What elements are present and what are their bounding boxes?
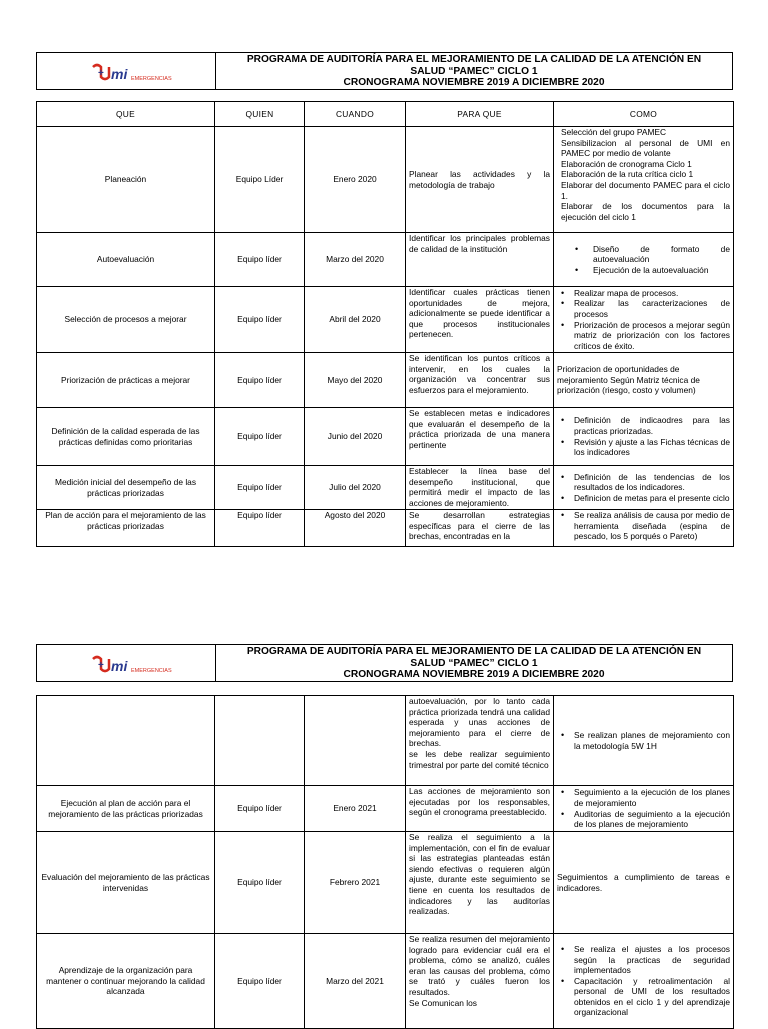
cell-como (554, 466, 734, 510)
title-line-1: PROGRAMA DE AUDITORÍA PARA EL MEJORAMIENTO DE LA CALIDAD DE LA ATENCIÓN EN (246, 54, 702, 65)
list-item: • Realizar mapa de procesos. (574, 288, 730, 299)
cell-que: Definición de la calidad esperada de las prácticas definidas como prioritarias (37, 408, 215, 466)
company-logo (37, 645, 216, 681)
cell-cuando: Marzo del 2020 (305, 233, 406, 287)
cell-para-que: Se realiza el seguimiento a la implementación, con el fin de evaluar si las estrategias planteadas están siendo efectivas o requieren algún ajuste, durante este seguimiento se tiene en cuenta los resultados de indicadores y las auditorías realizadas. (406, 832, 554, 934)
cell-para-que: Identificar los principales problemas de calidad de la institución (406, 233, 554, 287)
table-row (37, 466, 734, 510)
table-row (37, 353, 734, 408)
cell-como: Seguimientos a cumplimiento de tareas e indicadores. (554, 832, 734, 934)
cell-como (554, 127, 734, 233)
document-header (36, 52, 733, 90)
table-row (37, 786, 734, 832)
list-item: • Elaboración de cronograma Ciclo 1 (561, 159, 730, 170)
list-item: • Seguimiento a la ejecución de los planes de mejoramiento (574, 787, 730, 808)
column-header-como: COMO (554, 102, 734, 127)
table-row (37, 832, 734, 934)
title-line-1: PROGRAMA DE AUDITORÍA PARA EL MEJORAMIENTO DE LA CALIDAD DE LA ATENCIÓN EN (246, 646, 702, 657)
list-item: • Ejecución de la autoevaluación (593, 265, 730, 276)
cell-que: Plan de acción para el mejoramiento de las prácticas priorizadas (37, 510, 215, 547)
cell-para-que: Planear las actividades y la metodología de trabajo (406, 127, 554, 233)
cell-que: Medición inicial del desempeño de las prácticas priorizadas (37, 466, 215, 510)
cell-quien: Equipo líder (215, 408, 305, 466)
company-logo (37, 53, 216, 89)
cell-que (37, 696, 215, 786)
list-item: • Definición de las tendencias de los resultados de los indicadores. (574, 472, 730, 493)
cell-quien: Equipo líder (215, 233, 305, 287)
cell-como (554, 786, 734, 832)
umi-logo-icon (91, 63, 201, 83)
cell-que: Ejecución al plan de acción para el mejoramiento de las prácticas priorizadas (37, 786, 215, 832)
svg-text:+: + (98, 68, 104, 79)
schedule-table-1 (36, 101, 734, 547)
cell-cuando: Abril del 2020 (305, 287, 406, 353)
title-line-3: CRONOGRAMA NOVIEMBRE 2019 A DICIEMBRE 2020 (343, 669, 605, 681)
cell-cuando: Marzo del 2021 (305, 934, 406, 1029)
cell-como: Priorizacion de oportunidades de mejoramiento Según Matriz técnica de priorización (riesgo, costo y volumen) (554, 353, 734, 408)
cell-cuando: Junio del 2020 (305, 408, 406, 466)
cell-quien: Equipo líder (215, 466, 305, 510)
list-item: • Priorización de procesos a mejorar según matriz de priorización con los factores críticos de éxito. (574, 320, 730, 352)
schedule-table-2 (36, 695, 734, 1029)
umi-logo-icon (91, 655, 201, 675)
cell-como (554, 233, 734, 287)
cell-cuando: Febrero 2021 (305, 832, 406, 934)
list-item: • Se realizan planes de mejoramiento con la metodología 5W 1H (574, 730, 730, 751)
cell-que: Aprendizaje de la organización para mantener o continuar mejorando la calidad alcanzada (37, 934, 215, 1029)
cell-cuando: Enero 2020 (305, 127, 406, 233)
cell-cuando (305, 696, 406, 786)
cell-para-que: Establecer la línea base del desempeño institucional, que permitirá medir el impacto de las acciones de mejoramiento. (406, 466, 554, 510)
svg-text:+: + (98, 660, 104, 671)
title-line-2: SALUD “PAMEC” CICLO 1 (410, 65, 538, 77)
list-item: • Auditorias de seguimiento a la ejecución de los planes de mejoramiento (574, 809, 730, 830)
list-item: • Elaborar de los documentos para la ejecución del ciclo 1 (561, 201, 730, 222)
cell-quien: Equipo líder (215, 786, 305, 832)
list-item: • Se realiza el ajustes a los procesos según la practicas de seguridad implementados (574, 944, 730, 976)
table-row (37, 233, 734, 287)
list-item: • Revisión y ajuste a las Fichas técnicas de los indicadores (574, 437, 730, 458)
cell-para-que: Se desarrollan estrategias específicas para el cierre de las brechas, encontradas en la (406, 510, 554, 547)
table-header-row (37, 102, 734, 127)
cell-para-que: autoevaluación, por lo tanto cada práctica priorizada tendrá una calidad esperada y unas acciones de mejoramiento para el cierre de brechas. se les debe realizar seguimiento trimestral por parte del comité técnico (406, 696, 554, 786)
list-item: • Realizar las caracterizaciones de procesos (574, 298, 730, 319)
cell-para-que: Se identifican los puntos críticos a intervenir, en los cuales la organización va concentrar sus esfuerzos para el mejoramiento. (406, 353, 554, 408)
cell-quien: Equipo líder (215, 934, 305, 1029)
cell-para-que: Se establecen metas e indicadores que evaluarán el desempeño de la práctica priorizada de una manera pertinente (406, 408, 554, 466)
table-row (37, 287, 734, 353)
svg-text:mi: mi (111, 66, 128, 82)
list-item: • Capacitación y retroalimentación al personal de UMI de los resultados obtenidos en el ciclo 1 y del aprendizaje organizacional (574, 976, 730, 1018)
cell-quien: Equipo líder (215, 510, 305, 547)
table-row (37, 408, 734, 466)
cell-quien: Equipo líder (215, 353, 305, 408)
cell-quien (215, 696, 305, 786)
column-header-cuando: CUANDO (305, 102, 406, 127)
list-item: • Elaboración de la ruta crítica ciclo 1 (561, 169, 730, 180)
cell-como (554, 408, 734, 466)
column-header-que: QUE (37, 102, 215, 127)
cell-como (554, 510, 734, 547)
list-item: • Definición de indicaodres para las practicas priorizadas. (574, 415, 730, 436)
title-line-2: SALUD “PAMEC” CICLO 1 (410, 657, 538, 669)
cell-cuando: Enero 2021 (305, 786, 406, 832)
cell-quien: Equipo Líder (215, 127, 305, 233)
title-line-3: CRONOGRAMA NOVIEMBRE 2019 A DICIEMBRE 2020 (343, 77, 605, 89)
list-item: • Sensibilizacion al personal de UMI en PAMEC por medio de volante (561, 138, 730, 159)
cell-quien: Equipo líder (215, 832, 305, 934)
cell-que: Planeación (37, 127, 215, 233)
cell-para-que: Se realiza resumen del mejoramiento logrado para evidenciar cuál era el problema, cómo se analizó, cuáles eran las causas del problema, cómo se trató y cuáles fueron los resultados. Se Comunican los (406, 934, 554, 1029)
cell-como (554, 934, 734, 1029)
list-item: • Selección del grupo PAMEC (561, 127, 730, 138)
list-item: • Diseño de formato de autoevaluación (593, 244, 730, 265)
svg-text:EMERGENCIAS: EMERGENCIAS (131, 668, 172, 674)
cell-que: Evaluación del mejoramiento de las prácticas intervenidas (37, 832, 215, 934)
list-item: • Definicion de metas para el presente ciclo (574, 493, 730, 504)
cell-como (554, 287, 734, 353)
list-item: • Elaborar del documento PAMEC para el ciclo 1. (561, 180, 730, 201)
svg-text:EMERGENCIAS: EMERGENCIAS (131, 76, 172, 82)
cell-cuando: Julio del 2020 (305, 466, 406, 510)
cell-que: Priorización de prácticas a mejorar (37, 353, 215, 408)
list-item: • Se realiza análisis de causa por medio de herramienta diseñada (espina de pescado, los 5 porqués o Pareto) (574, 510, 730, 542)
cell-que: Selección de procesos a mejorar (37, 287, 215, 353)
document-title (216, 645, 732, 681)
cell-cuando: Mayo del 2020 (305, 353, 406, 408)
svg-text:mi: mi (111, 658, 128, 674)
table-row (37, 127, 734, 233)
document-title (216, 53, 732, 89)
table-row (37, 510, 734, 547)
cell-para-que: Las acciones de mejoramiento son ejecutadas por los responsables, según el cronograma preestablecido. (406, 786, 554, 832)
cell-como (554, 696, 734, 786)
table-row (37, 696, 734, 786)
table-row (37, 934, 734, 1029)
column-header-quien: QUIEN (215, 102, 305, 127)
cell-quien: Equipo líder (215, 287, 305, 353)
cell-cuando: Agosto del 2020 (305, 510, 406, 547)
cell-para-que: Identificar cuales prácticas tienen oportunidades de mejora, adicionalmente se puede identificar a que procesos institucionales pertenecen. (406, 287, 554, 353)
column-header-para-que: PARA QUE (406, 102, 554, 127)
cell-que: Autoevaluación (37, 233, 215, 287)
document-header (36, 644, 733, 682)
